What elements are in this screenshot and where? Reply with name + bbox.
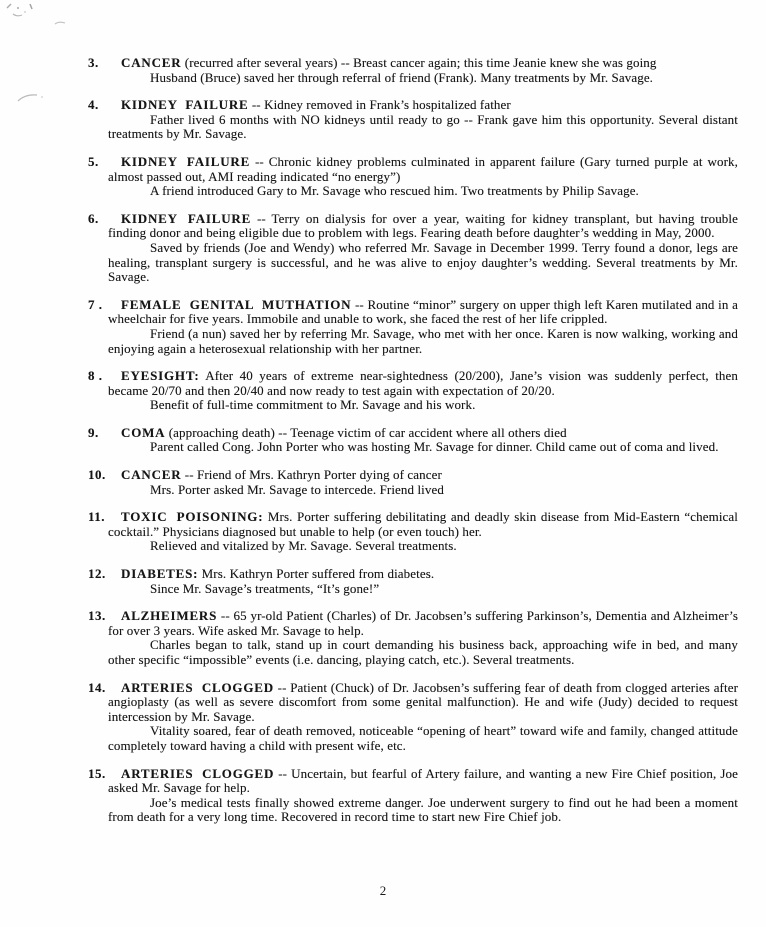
item-intro-text: -- Kidney removed in Frank’s hospitalized father bbox=[251, 97, 511, 113]
item-number: 12. bbox=[88, 566, 106, 582]
item-number: 6. bbox=[88, 210, 99, 226]
item-description bbox=[88, 467, 738, 483]
item-description bbox=[88, 509, 738, 539]
item-result-text: Parent called Cong. John Porter who was hosting Mr. Savage for dinner. Child came out of coma and lived. bbox=[150, 439, 719, 455]
item-intro-text: (approaching death) -- Teenage victim of car accident where all others died bbox=[168, 424, 567, 440]
item-description bbox=[88, 424, 738, 441]
item-description bbox=[88, 153, 738, 184]
pencil-tick-icon bbox=[53, 19, 67, 27]
list-item bbox=[88, 368, 738, 413]
list-item bbox=[88, 765, 739, 825]
item-result-text: A friend introduced Gary to Mr. Savage who rescued him. Two treatments by Philip Savage. bbox=[150, 183, 639, 199]
item-title: KIDNEY FAILURE bbox=[121, 153, 251, 169]
item-title: COMA bbox=[121, 424, 166, 440]
item-title: ALZHEIMERS bbox=[121, 608, 218, 624]
item-result-text: Friend (a nun) saved her by referring Mr. Savage, who met with her once. Karen is now walking, working and enjoying again a heterosexual relationship with her partner. bbox=[108, 325, 738, 356]
item-description bbox=[88, 55, 738, 71]
item-title: CANCER bbox=[121, 55, 182, 70]
item-description bbox=[88, 296, 738, 327]
item-title: EYESIGHT: bbox=[121, 368, 200, 384]
list-item bbox=[88, 55, 738, 85]
item-number: 7 . bbox=[88, 296, 103, 312]
item-description bbox=[88, 765, 739, 796]
item-result-text: Father lived 6 months with NO kidneys until ready to go -- Frank gave him this opportunity. Several distant treatments by Mr. Savage. bbox=[108, 111, 738, 142]
pencil-stroke-icon bbox=[15, 91, 49, 105]
item-number: 14. bbox=[88, 679, 106, 695]
item-title: TOXIC POISONING: bbox=[121, 509, 264, 525]
item-title: DIABETES: bbox=[121, 566, 199, 582]
item-intro-text: -- 65 yr-old Patient (Charles) of Dr. Jacobsen’s suffering Parkinson’s, Dementia and Alzheimer’s for over 3 years. Wife asked Mr. Savage to help. bbox=[108, 608, 738, 638]
item-result-text: Charles began to talk, stand up in court demanding his business back, approaching wife in bed, and many other specific “impossible” events (i.e. dancing, playing catch, etc.). Several treatments. bbox=[108, 637, 738, 667]
item-title: ARTERIES CLOGGED bbox=[121, 679, 274, 695]
item-result-text: Benefit of full-time commitment to Mr. Savage and his work. bbox=[150, 397, 476, 413]
list-item bbox=[88, 210, 738, 285]
item-description bbox=[88, 608, 738, 638]
item-result-text: Joe’s medical tests finally showed extreme danger. Joe underwent surgery to find out he had been a moment from death for a very long time. Recovered in record time to start new Fire Chief job. bbox=[108, 794, 738, 825]
list-item bbox=[88, 153, 738, 199]
item-number: 3. bbox=[88, 55, 99, 70]
list-item bbox=[88, 97, 738, 142]
item-number: 8 . bbox=[88, 368, 103, 384]
item-result-text: Husband (Bruce) saved her through referral of friend (Frank). Many treatments by Mr. Savage. bbox=[150, 69, 654, 85]
case-list bbox=[88, 55, 739, 838]
item-description bbox=[88, 97, 738, 113]
item-description bbox=[88, 566, 738, 582]
item-intro-text: Mrs. Porter suffering debilitating and deadly skin disease from Mid-Eastern “chemical cocktail.” Physicians diagnosed but unable to help (or even touch) her. bbox=[108, 509, 738, 539]
item-result-text: Vitality soared, fear of death removed, noticeable “opening of heart” toward wife and family, changed attitude completely toward having a child with present wife, etc. bbox=[108, 723, 738, 753]
page-number: 2 bbox=[379, 883, 387, 898]
item-title: ARTERIES CLOGGED bbox=[121, 765, 275, 781]
item-number: 11. bbox=[88, 509, 106, 525]
item-number: 15. bbox=[88, 765, 106, 781]
item-number: 5. bbox=[88, 153, 99, 169]
item-number: 4. bbox=[88, 97, 99, 113]
item-description bbox=[88, 368, 738, 398]
list-item bbox=[88, 467, 738, 497]
item-description bbox=[88, 679, 739, 725]
item-intro-text: -- Uncertain, but fearful of Artery failure, and wanting a new Fire Chief position, Joe asked Mr. Savage for help. bbox=[108, 765, 739, 796]
item-number: 10. bbox=[88, 467, 106, 483]
item-intro-text: -- Routine “minor” surgery on upper thigh left Karen mutilated and in a wheelchair for five years. Immobile and unable to work, she faced the rest of her life crippled. bbox=[108, 296, 738, 327]
item-title: KIDNEY FAILURE bbox=[121, 210, 252, 226]
item-intro-text: Mrs. Kathryn Porter suffered from diabetes. bbox=[201, 566, 435, 582]
item-result-text: Saved by friends (Joe and Wendy) who referred Mr. Savage in December 1999. Terry found a donor, legs are healing, transplant surgery is successful, and he was alive to enjoy daughter’s wedding. Several treatments by Mr. Savage. bbox=[108, 239, 738, 285]
item-intro-text: -- Friend of Mrs. Kathryn Porter dying of cancer bbox=[184, 467, 442, 483]
item-result-text: Since Mr. Savage’s treatments, “It’s gone!” bbox=[150, 580, 380, 596]
item-intro-text: -- Patient (Chuck) of Dr. Jacobsen’s suffering fear of death from clogged arteries after angioplasty (as well as severe discomfort from some genital malfunction). He and wife (Judy) decided to request intercession by Mr. Savage. bbox=[108, 679, 739, 724]
item-intro-text: After 40 years of extreme near-sightedness (20/200), Jane’s vision was suddenly perfect, then became 20/70 and then 20/40 and now ready to test again with expectation of 20/20. bbox=[108, 368, 738, 398]
item-description bbox=[88, 210, 738, 241]
item-title: KIDNEY FAILURE bbox=[121, 97, 249, 113]
item-result-text: Relieved and vitalized by Mr. Savage. Several treatments. bbox=[150, 538, 457, 554]
item-number: 9. bbox=[88, 424, 99, 440]
item-intro-text: (recurred after several years) -- Breast cancer again; this time Jeanie knew she was going bbox=[184, 55, 657, 70]
item-title: CANCER bbox=[121, 467, 182, 483]
list-item bbox=[88, 509, 738, 554]
item-intro-text: -- Chronic kidney problems culminated in apparent failure (Gary turned purple at work, almost passed out, AMI reading indicated “no energy”) bbox=[108, 153, 738, 184]
pencil-smudge-icon bbox=[3, 1, 49, 23]
list-item bbox=[88, 566, 738, 596]
item-intro-text: -- Terry on dialysis for over a year, waiting for kidney transplant, but having trouble finding donor and being eligible due to problem with legs. Fearing death before daughter’s wedding in May, 2000. bbox=[108, 210, 738, 241]
list-item bbox=[88, 679, 739, 754]
item-title: FEMALE GENITAL MUTHATION bbox=[121, 296, 352, 312]
list-item bbox=[88, 608, 738, 667]
item-result-text: Mrs. Porter asked Mr. Savage to intercede. Friend lived bbox=[150, 481, 444, 497]
item-number: 13. bbox=[88, 608, 106, 624]
list-item bbox=[88, 424, 738, 455]
list-item bbox=[88, 296, 738, 356]
